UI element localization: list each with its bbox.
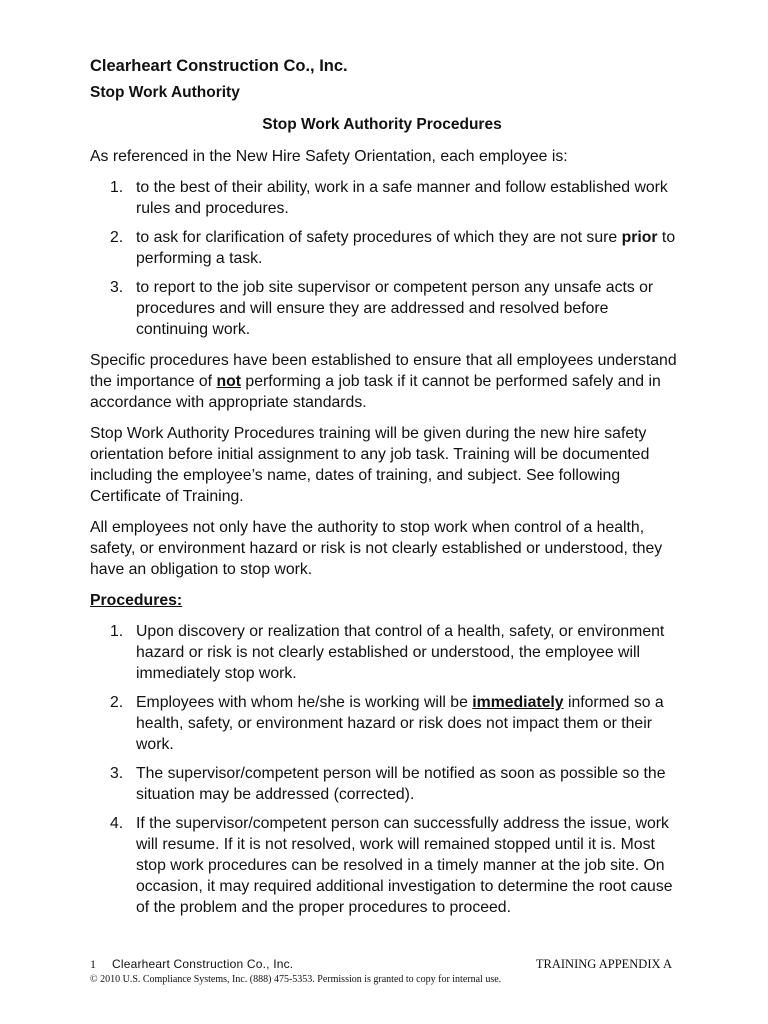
list-number: 1. <box>110 623 124 640</box>
list-item <box>90 621 680 684</box>
list-item <box>90 277 680 340</box>
procedures-list <box>90 621 680 918</box>
document-title: Stop Work Authority Procedures <box>262 116 502 133</box>
list-text-part: to performing a task. <box>136 229 676 267</box>
list-item <box>90 813 680 918</box>
list-text <box>136 229 675 267</box>
footer-copyright: © 2010 U.S. Compliance Systems, Inc. (888) 475-5353. Permission is granted to copy for internal use. <box>90 974 502 985</box>
paragraph-training: Stop Work Authority Procedures training will be given during the new hire safety orientation before initial assignment to any job task. Training will be documented including the employee’s name, dates of training, and subject. See following Certificate of Training. <box>90 425 650 505</box>
list-text-part: to ask for clarification of safety procedures of which they are not sure <box>136 229 622 246</box>
list-text <box>136 694 664 753</box>
page-footer <box>90 957 672 985</box>
paragraph-part: Specific procedures have been established to ensure that all employees understand the importance of <box>90 352 677 390</box>
company-name: Clearheart Construction Co., Inc. <box>90 57 348 75</box>
list-number: 3. <box>110 765 124 782</box>
list-number: 1. <box>110 179 124 196</box>
list-number: 4. <box>110 815 124 832</box>
footer-row <box>90 957 672 973</box>
list-item <box>90 177 680 219</box>
employee-duties-list <box>90 177 680 340</box>
list-number: 3. <box>110 279 124 296</box>
emphasis-prior: prior <box>621 229 658 246</box>
list-text: If the supervisor/competent person can successfully address the issue, work will resume. If it is not resolved, work will remained stopped until it is. Most stop work procedures can be resolved in a timely manner at the job site. On occasion, it may required additional investigation to determine the root cause of the problem and the proper procedures to proceed. <box>136 815 673 916</box>
list-text: Upon discovery or realization that control of a health, safety, or environment hazard or risk is not clearly established or understood, the employee will immediately stop work. <box>136 623 665 682</box>
paragraph-authority: All employees not only have the authority to stop work when control of a health, safety, or environment hazard or risk is not clearly established or understood, they have an obligation to stop work. <box>90 519 663 578</box>
emphasis-immediately: immediately <box>472 694 564 711</box>
paragraph-part: performing a job task if it cannot be performed safely and in accordance with appropriate standards. <box>90 373 661 411</box>
list-text-part: Employees with whom he/she is working will be <box>136 694 473 711</box>
document-body <box>90 146 680 928</box>
list-text: to the best of their ability, work in a safe manner and follow established work rules and procedures. <box>136 179 668 217</box>
list-text-part: informed so a health, safety, or environment hazard or risk does not impact them or their work. <box>136 694 664 753</box>
footer-company: Clearheart Construction Co., Inc. <box>112 957 294 971</box>
list-item <box>90 763 680 805</box>
list-text: to report to the job site supervisor or competent person any unsafe acts or procedures and will ensure they are addressed and resolved before continuing work. <box>136 279 654 338</box>
page-number: 1 <box>90 957 96 971</box>
list-number: 2. <box>110 229 124 246</box>
list-number: 2. <box>110 694 124 711</box>
emphasis-not: not <box>216 373 242 390</box>
procedures-heading: Procedures: <box>90 592 183 609</box>
intro-text: As referenced in the New Hire Safety Orientation, each employee is: <box>90 148 568 165</box>
footer-appendix: TRAINING APPENDIX A <box>535 957 672 971</box>
list-item <box>90 227 680 269</box>
list-item <box>90 692 680 755</box>
document-subtitle: Stop Work Authority <box>90 84 240 101</box>
list-text: The supervisor/competent person will be notified as soon as possible so the situation may be addressed (corrected). <box>136 765 666 803</box>
paragraph-specific-procedures <box>90 350 680 413</box>
